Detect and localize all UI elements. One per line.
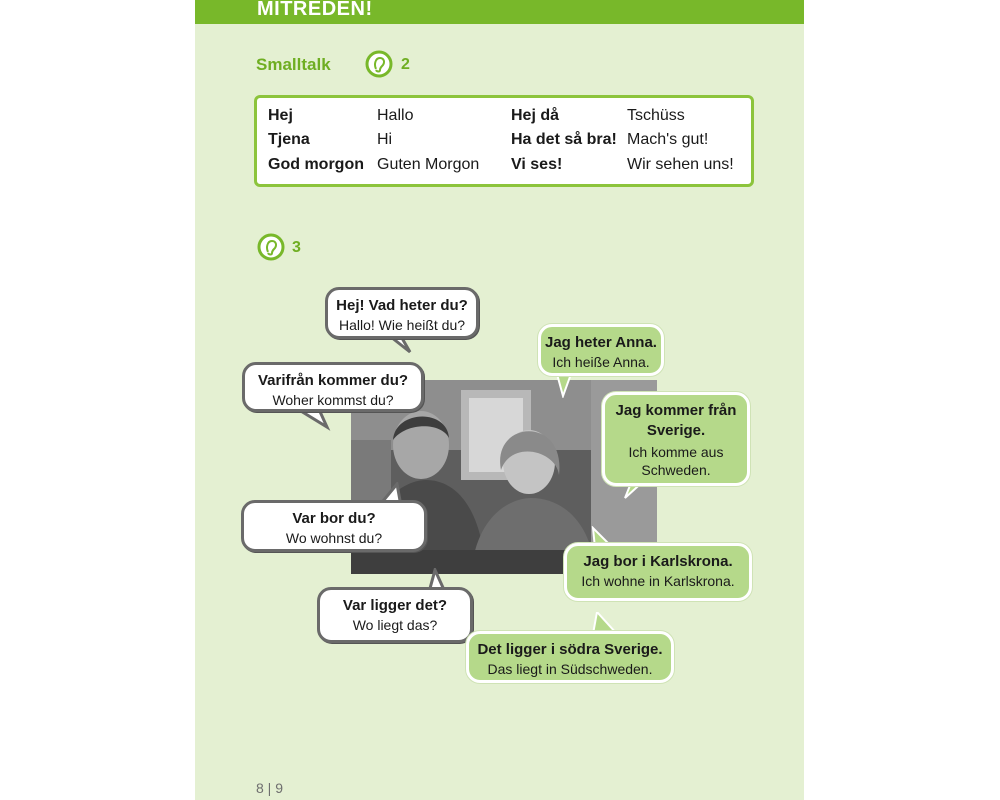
bubble-tail xyxy=(555,374,575,398)
ear-audio-icon[interactable] xyxy=(365,50,393,78)
phrase-de: Guten Morgon xyxy=(377,156,480,173)
bubble-german-text: Wo wohnst du? xyxy=(285,530,383,546)
audio-track-number: 2 xyxy=(401,56,410,73)
phrase-sv: Hej då xyxy=(511,107,560,124)
phrase-table xyxy=(254,95,754,187)
bubble-german-text: Ich komme aus Schweden. xyxy=(628,444,724,478)
ear-audio-icon[interactable] xyxy=(257,233,285,261)
audio-track-number: 3 xyxy=(292,239,301,256)
bubble-swedish-text: Var ligger det? xyxy=(342,597,448,614)
bubble-swedish-text: Varifrån kommer du? xyxy=(257,372,409,389)
bubble-german-text: Ich wohne in Karlskrona. xyxy=(581,573,735,589)
speech-bubble-question xyxy=(241,500,427,552)
bubble-german-text: Das liegt in Südschweden. xyxy=(487,661,653,677)
page-title: MITREDEN! xyxy=(257,0,373,20)
bubble-german-text: Woher kommst du? xyxy=(272,392,394,408)
bubble-swedish-text: Hej! Vad heter du? xyxy=(336,297,468,314)
bubble-german-text: Ich heiße Anna. xyxy=(552,354,650,370)
phrase-de: Hallo xyxy=(377,107,414,124)
phrase-de: Wir sehen uns! xyxy=(627,156,734,173)
section-title-smalltalk: Smalltalk xyxy=(256,55,331,74)
phrase-de: Hi xyxy=(377,131,393,148)
bubble-swedish-text: Var bor du? xyxy=(292,510,376,527)
bubble-swedish-text: Jag bor i Karlskrona. xyxy=(583,553,733,570)
phrase-sv: Vi ses! xyxy=(511,156,563,173)
bubble-german-text: Wo liegt das? xyxy=(352,617,438,633)
phrase-sv: Ha det så bra! xyxy=(511,131,617,148)
bubble-german-text: Hallo! Wie heißt du? xyxy=(338,317,466,333)
phrase-sv: Tjena xyxy=(268,131,310,148)
speech-bubble-answer xyxy=(466,631,674,683)
phrase-sv: God morgon xyxy=(268,156,364,173)
speech-bubble-answer xyxy=(602,392,750,486)
book-page xyxy=(195,0,804,800)
phrase-sv: Hej xyxy=(268,107,293,124)
bubble-swedish-text: Det ligger i södra Sverige. xyxy=(477,641,663,658)
phrase-de: Mach's gut! xyxy=(627,131,709,148)
speech-bubble-answer xyxy=(538,324,664,376)
phrase-de: Tschüss xyxy=(627,107,685,124)
bubble-swedish-text: Jag heter Anna. xyxy=(545,334,657,351)
speech-bubble-question xyxy=(242,362,424,412)
bubble-swedish-text: Jag kommer från Sverige. xyxy=(615,402,737,439)
speech-bubble-answer xyxy=(564,543,752,601)
speech-bubble-question xyxy=(317,587,473,643)
page-numbers: 8 | 9 xyxy=(256,780,283,796)
speech-bubble-question xyxy=(325,287,479,339)
header-bar xyxy=(195,0,804,24)
